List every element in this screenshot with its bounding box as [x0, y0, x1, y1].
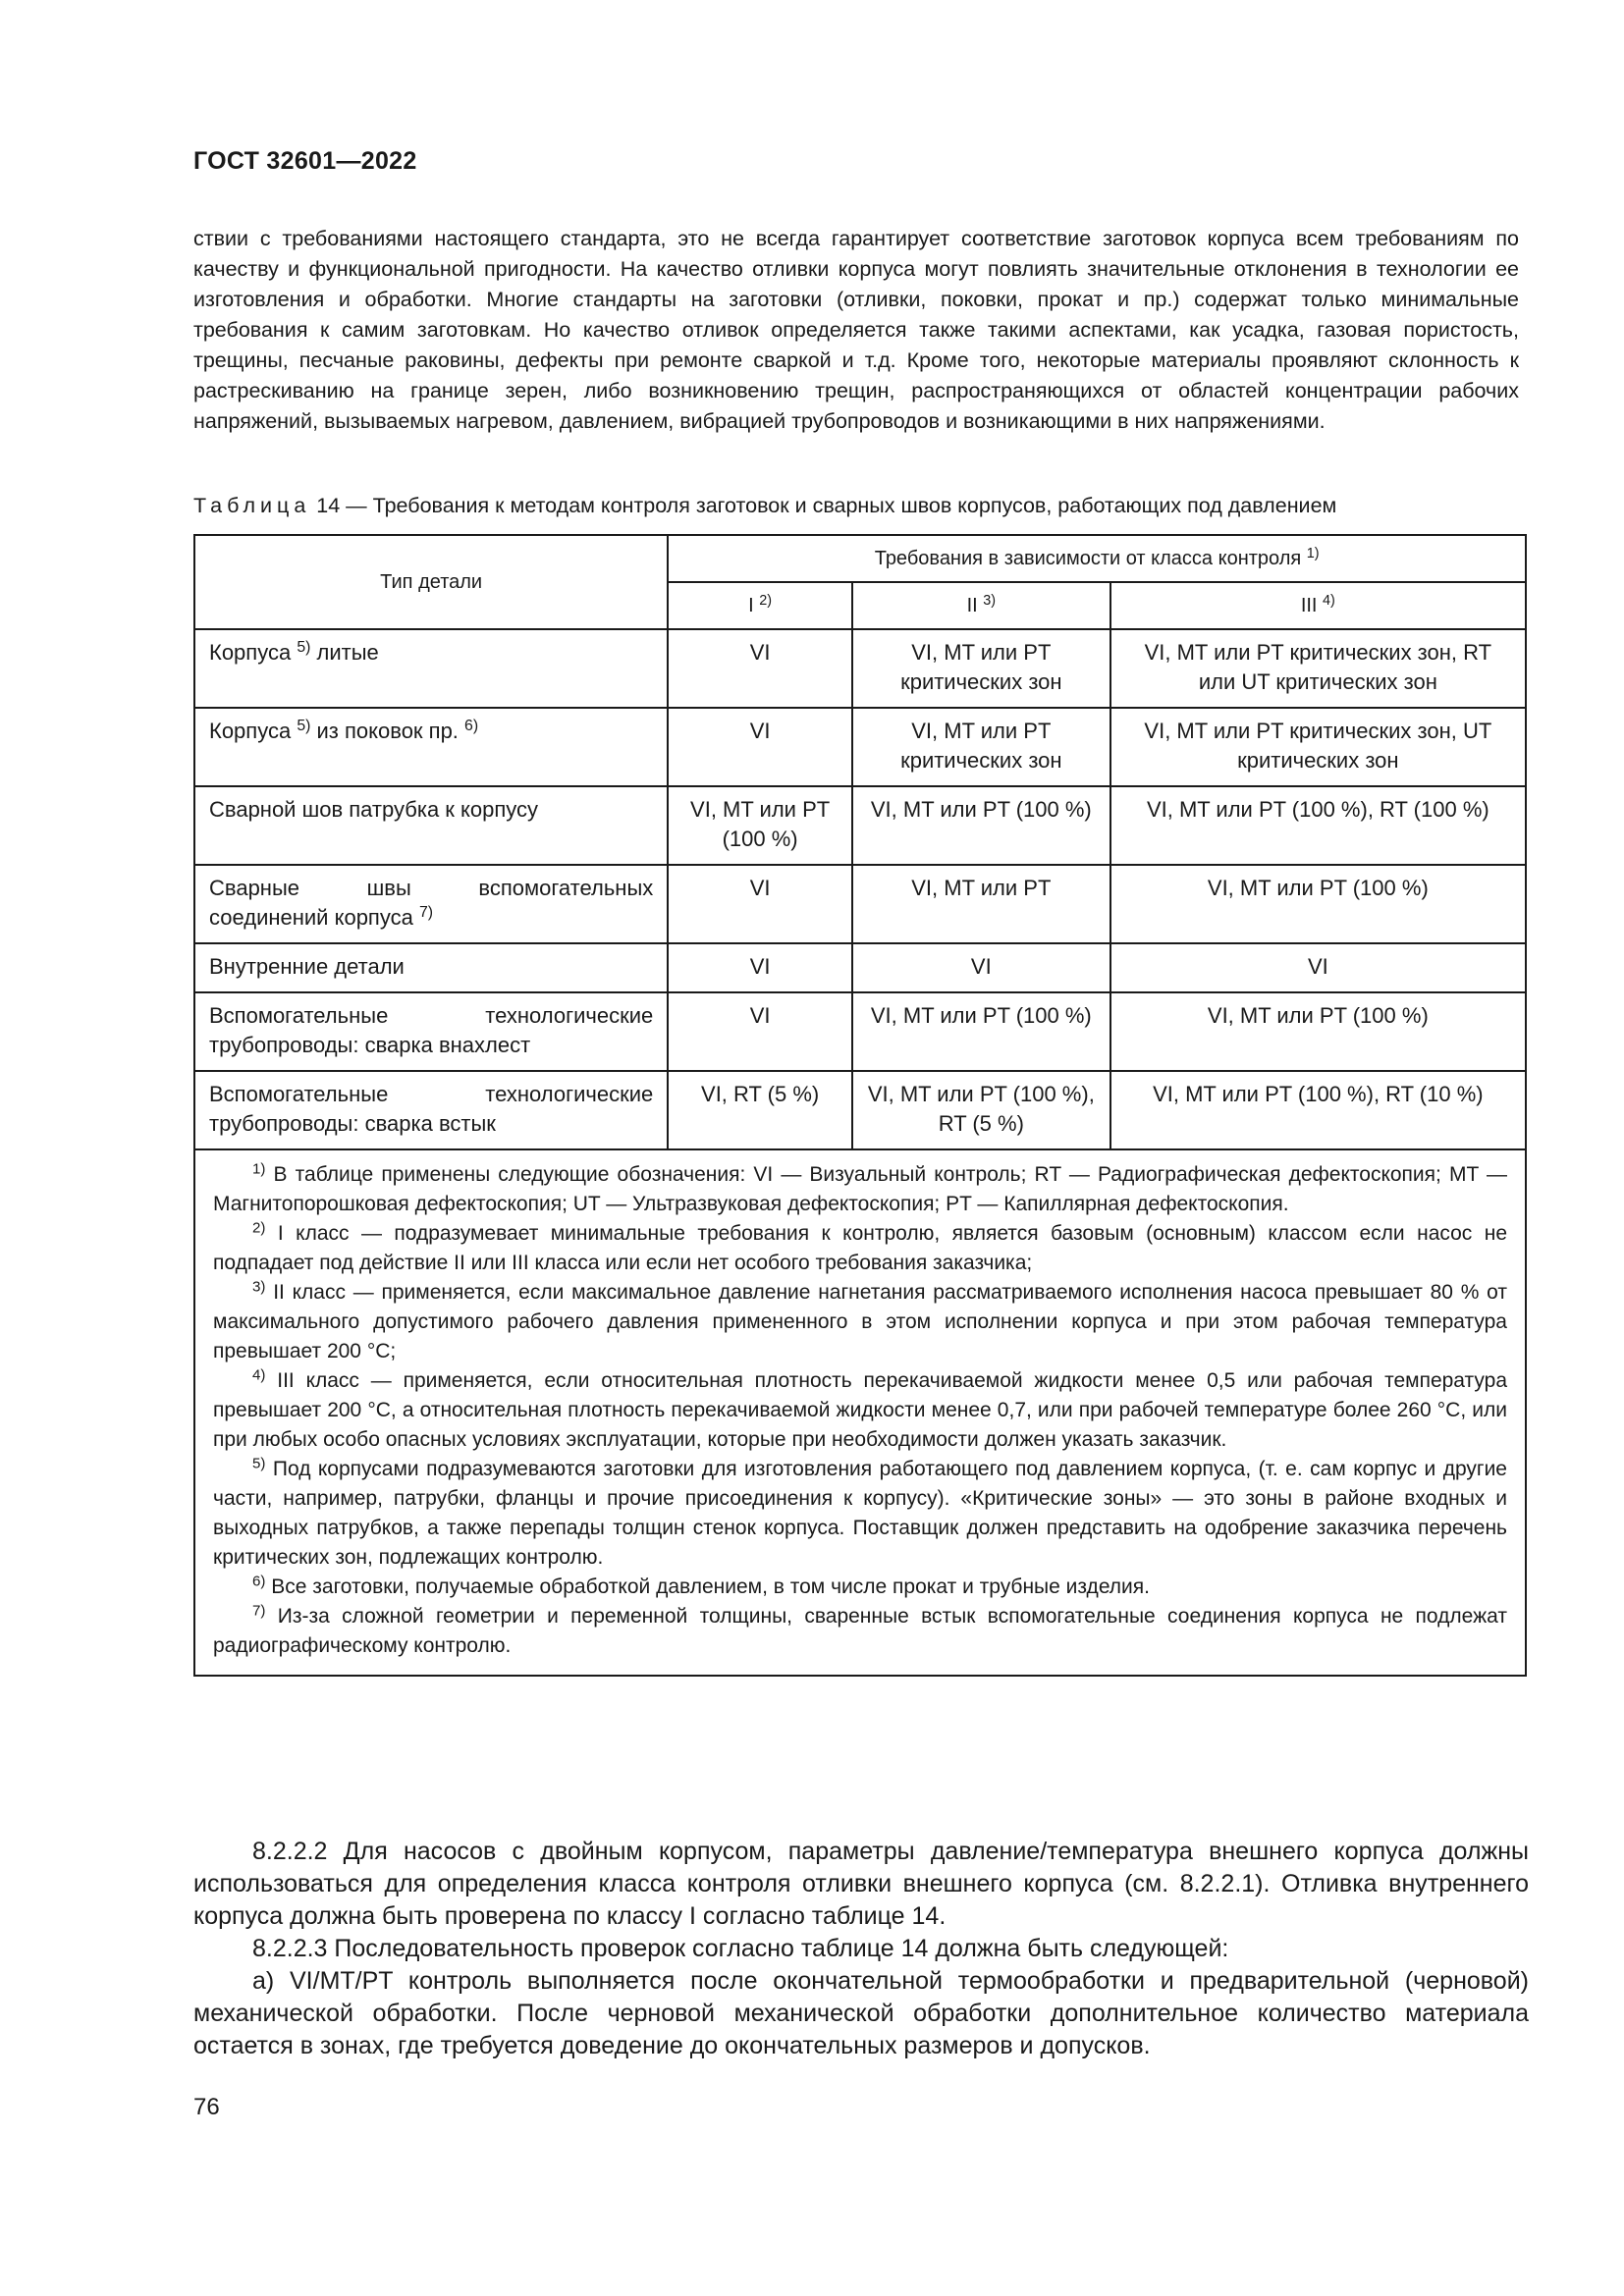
cell-class-2: VI, MT или PT (100 %) — [852, 786, 1110, 865]
cell-class-3: VI, MT или PT критических зон, UT критических зон — [1110, 708, 1526, 786]
table-note: $^{4)}$ III класс — применяется, если относительная плотность перекачиваемой жидкости менее 0,5 или рабочая температура превышает 200 °С, а относительная плотность перекачиваемой жидкости менее 0,7, или при рабочей температуре более 260 °С, или при любых особо опасных условиях эксплуатации, которые при необходимости должен указать заказчик. — [213, 1366, 1507, 1451]
col-header-class-1: I $^{2)}$ — [668, 582, 852, 629]
intro-paragraph — [193, 224, 1519, 437]
cell-class-3: VI, MT или PT критических зон, RT или UT критических зон — [1110, 629, 1526, 708]
table-note: $^{6)}$ Все заготовки, получаемые обработкой давлением, в том числе прокат и трубные изделия. — [252, 1573, 1150, 1598]
cell-class-1: VI — [668, 992, 852, 1071]
cell-class-1: VI — [668, 865, 852, 943]
table-row — [194, 1071, 1526, 1149]
table-note: $^{7)}$ Из-за сложной геометрии и переменной толщины, сваренные встык вспомогательные соединения корпуса не подлежат радиографическому контролю. — [213, 1602, 1507, 1657]
table-note: $^{2)}$ I класс — подразумевает минимальные требования к контролю, является базовым (основным) классом если насос не подпадает под действие II или III класса или если нет особого требования заказчика; — [213, 1219, 1507, 1274]
body-section — [193, 1836, 1529, 2062]
cell-class-2: VI, MT или PT — [852, 865, 1110, 943]
document-header: ГОСТ 32601—2022 — [193, 147, 417, 175]
cell-class-1: VI — [668, 708, 852, 786]
table-note: $^{1)}$ В таблице применены следующие обозначения: VI — Визуальный контроль; RT — Радиографическая дефектоскопия; MT — Магнитопорошковая дефектоскопия; UT — Ультразвуковая дефектоскопия; PT — Капиллярная дефектоскопия. — [213, 1160, 1507, 1215]
table-row — [194, 786, 1526, 865]
paragraph-8-2-2-2: 8.2.2.2 Для насосов с двойным корпусом, параметры давление/температура внешнего корпуса должны использоваться для определения класса контроля отливки внешнего корпуса (см. 8.2.2.1). Отливка внутреннего корпуса должна быть проверена по классу I согласно таблице 14. — [193, 1838, 1529, 1930]
cell-class-3: VI, MT или PT (100 %), RT (100 %) — [1110, 786, 1526, 865]
table-row — [194, 865, 1526, 943]
table-row — [194, 708, 1526, 786]
cell-class-2: VI, MT или PT критических зон — [852, 629, 1110, 708]
table-row — [194, 992, 1526, 1071]
cell-class-3: VI — [1110, 943, 1526, 992]
paragraph-item-a: а) VI/MT/PT контроль выполняется после окончательной термообработки и предварительной (черновой) механической обработки. После черновой механической обработки дополнительное количество материала остается в зонах, где требуется доведение до окончательных размеров и допусков. — [193, 1967, 1529, 2059]
cell-class-1: VI, RT (5 %) — [668, 1071, 852, 1149]
row-name: Вспомогательные технологические трубопроводы: сварка внахлест — [194, 992, 668, 1071]
table-caption-label: Таблица — [193, 494, 311, 517]
row-name: Вспомогательные технологические трубопроводы: сварка встык — [194, 1071, 668, 1149]
cell-class-3: VI, MT или PT (100 %) — [1110, 992, 1526, 1071]
intro-text: ствии с требованиями настоящего стандарта, это не всегда гарантирует соответствие заготовок корпуса всем требованиям по качеству и функциональной пригодности. На качество отливки корпуса могут повлиять значительные отклонения в технологии ее изготовления и обработки. Многие стандарты на заготовки (отливки, поковки, прокат и пр.) содержат только минимальные требования к самим заготовкам. Но качество отливок определяется также такими аспектами, как усадка, газовая пористость, трещины, песчаные раковины, дефекты при ремонте сваркой и т.д. Кроме того, некоторые материалы проявляют склонность к растрескиванию на границе зерен, либо возникновению трещин, распространяющихся от областей концентрации рабочих напряжений, вызываемых нагревом, давлением, вибрацией трубопроводов и возникающими в них напряжениями. — [193, 227, 1519, 433]
requirements-table — [193, 534, 1527, 1677]
table-caption — [193, 491, 1529, 520]
cell-class-2: VI, MT или PT критических зон — [852, 708, 1110, 786]
cell-class-3: VI, MT или PT (100 %), RT (10 %) — [1110, 1071, 1526, 1149]
col-header-class-2: II $^{3)}$ — [852, 582, 1110, 629]
col-header-part-type: Тип детали — [194, 535, 668, 629]
row-name: Корпуса $^{5)}$ литые — [194, 629, 668, 708]
cell-class-1: VI — [668, 629, 852, 708]
cell-class-3: VI, MT или PT (100 %) — [1110, 865, 1526, 943]
col-header-group: Требования в зависимости от класса контроля $^{1)}$ — [668, 535, 1526, 582]
table-caption-text: 14 — Требования к методам контроля заготовок и сварных швов корпусов, работающих под давлением — [316, 494, 1337, 517]
row-name: Сварные швы вспомогательных соединений корпуса $^{7)}$ — [194, 865, 668, 943]
cell-class-2: VI, MT или PT (100 %) — [852, 992, 1110, 1071]
table-notes — [194, 1149, 1526, 1676]
page-number: 76 — [193, 2094, 220, 2120]
table-header-row — [194, 535, 1526, 582]
cell-class-2: VI — [852, 943, 1110, 992]
cell-class-2: VI, MT или PT (100 %), RT (5 %) — [852, 1071, 1110, 1149]
table-notes-row — [194, 1149, 1526, 1676]
cell-class-1: VI, MT или PT (100 %) — [668, 786, 852, 865]
table-row — [194, 943, 1526, 992]
row-name: Корпуса $^{5)}$ из поковок пр. $^{6)}$ — [194, 708, 668, 786]
cell-class-1: VI — [668, 943, 852, 992]
row-name: Сварной шов патрубка к корпусу — [194, 786, 668, 865]
paragraph-8-2-2-3: 8.2.2.3 Последовательность проверок согласно таблице 14 должна быть следующей: — [252, 1935, 1229, 1962]
table-row — [194, 629, 1526, 708]
table-note: $^{5)}$ Под корпусами подразумеваются заготовки для изготовления работающего под давлением корпуса, (т. е. сам корпус и другие части, например, патрубки, фланцы и прочие присоединения к корпусу). «Критические зоны» — это зоны в районе входных и выходных патрубков, а также перепады толщин стенок корпуса. Поставщик должен представить на одобрение заказчика перечень критических зон, подлежащих контролю. — [213, 1455, 1507, 1569]
col-header-class-3: III $^{4)}$ — [1110, 582, 1526, 629]
row-name: Внутренние детали — [194, 943, 668, 992]
table-note: $^{3)}$ II класс — применяется, если максимальное давление нагнетания рассматриваемого исполнения насоса превышает 80 % от максимального допустимого рабочего давления примененного в этом исполнении корпуса и при этом рабочая температура превышает 200 °С; — [213, 1278, 1507, 1362]
